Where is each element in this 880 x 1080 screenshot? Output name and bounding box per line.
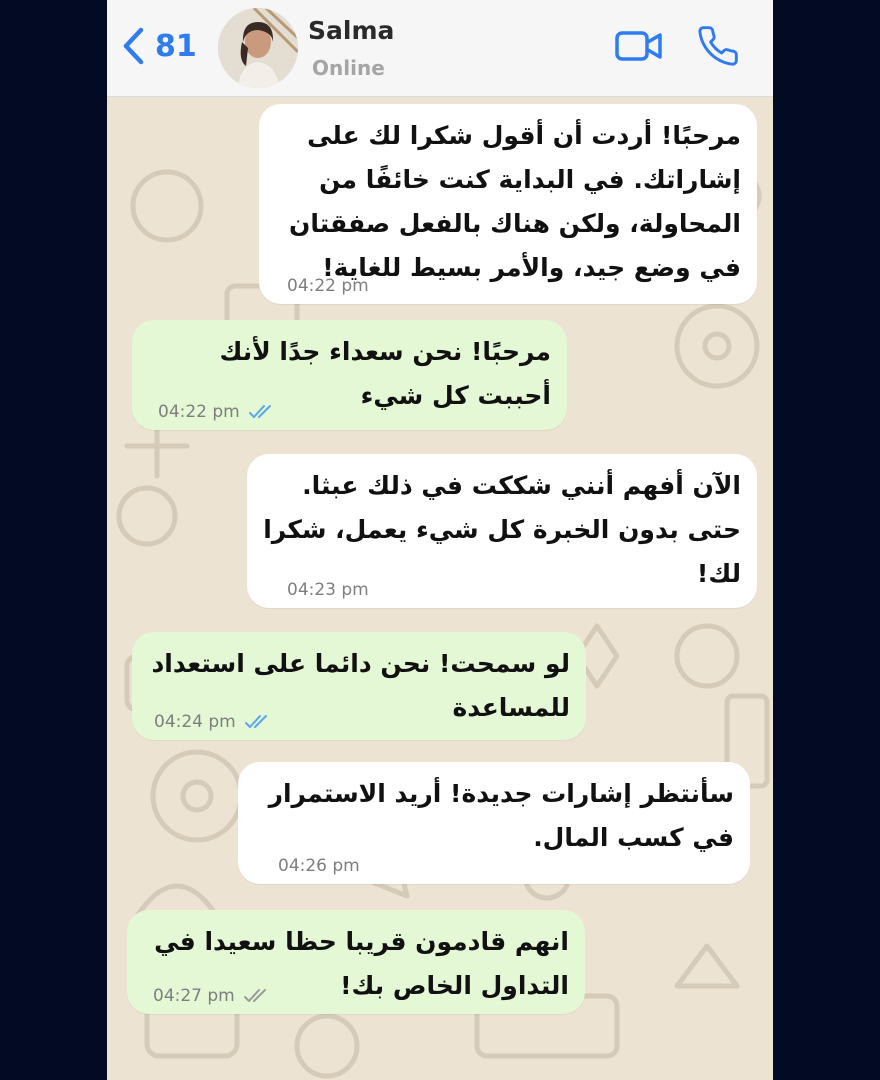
message-text: لو سمحت! نحن دائما على استعداد للمساعدة <box>151 649 570 722</box>
avatar-image <box>218 8 298 88</box>
message-meta <box>153 986 272 1006</box>
back-button[interactable] <box>121 22 197 70</box>
phone-icon <box>696 24 740 68</box>
read-receipt-icon <box>245 714 273 730</box>
contact-name[interactable]: Salma <box>308 16 395 45</box>
message-time: 04:27 pm <box>153 986 235 1006</box>
message-bubble-outgoing[interactable] <box>132 632 586 740</box>
message-text: الآن أفهم أنني شككت في ذلك عبثا. حتى بدون الخبرة كل شيء يعمل، شكرا لك! <box>263 471 741 588</box>
message-bubble-outgoing[interactable] <box>127 910 585 1014</box>
video-camera-icon <box>614 28 664 64</box>
message-time: 04:26 pm <box>278 856 360 876</box>
message-text: انهم قادمون قريبا حظا سعيدا في التداول الخاص بك! <box>154 927 569 1000</box>
message-time: 04:22 pm <box>287 276 369 296</box>
chevron-left-icon <box>121 26 145 66</box>
chat-header <box>107 0 773 97</box>
message-text: مرحبًا! نحن سعداء جدًا لأنك أحببت كل شيء <box>219 337 551 410</box>
video-call-button[interactable] <box>614 28 664 68</box>
message-text: مرحبًا! أردت أن أقول شكرا لك على إشاراتك. في البداية كنت خائفًا من المحاولة، ولكن هناك بالفعل صفقتان في وضع جيد، والأمر بسيط للغاية! <box>289 121 741 282</box>
message-meta <box>154 712 273 732</box>
message-text: سأنتظر إشارات جديدة! أريد الاستمرار في كسب المال. <box>268 779 734 852</box>
voice-call-button[interactable] <box>696 24 740 72</box>
message-bubble-incoming[interactable] <box>247 454 757 608</box>
message-time: 04:23 pm <box>287 580 369 600</box>
delivered-receipt-icon <box>244 988 272 1004</box>
chat-window <box>107 0 773 1080</box>
message-bubble-outgoing[interactable] <box>132 320 567 430</box>
message-time: 04:22 pm <box>158 402 240 422</box>
contact-status: Online <box>312 56 385 80</box>
message-meta <box>287 276 369 296</box>
message-meta <box>278 856 360 876</box>
message-bubble-incoming[interactable] <box>259 104 757 304</box>
read-receipt-icon <box>249 404 277 420</box>
contact-avatar[interactable] <box>218 8 298 88</box>
message-time: 04:24 pm <box>154 712 236 732</box>
unread-count: 81 <box>155 28 197 64</box>
message-bubble-incoming[interactable] <box>238 762 750 884</box>
message-meta <box>287 580 369 600</box>
message-meta <box>158 402 277 422</box>
